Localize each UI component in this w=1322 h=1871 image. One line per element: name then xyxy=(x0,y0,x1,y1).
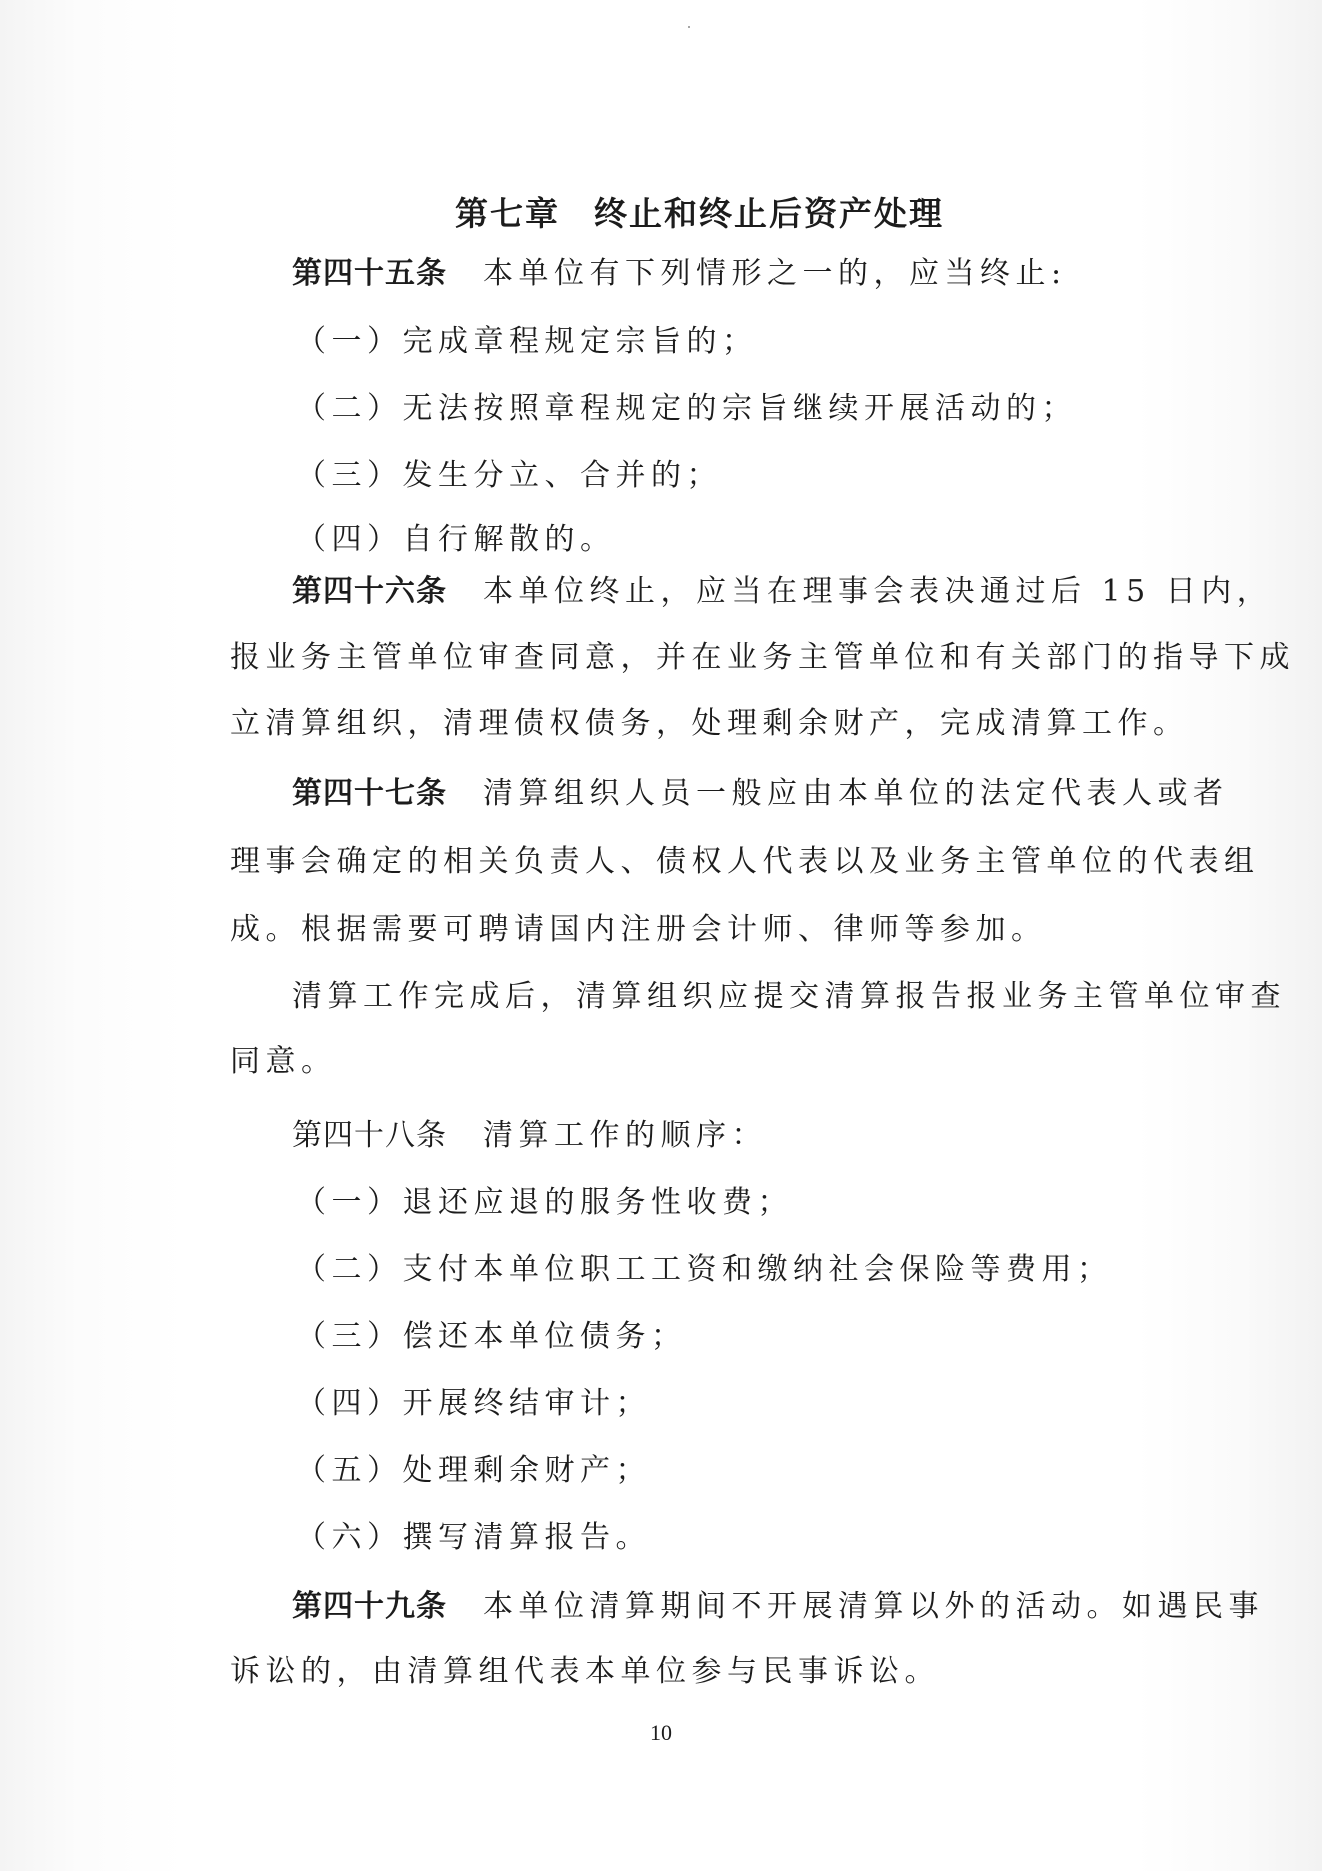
chapter-heading xyxy=(455,188,944,235)
article-47-text-1: 清算组织人员一般应由本单位的法定代表人或者 xyxy=(483,776,1229,811)
article-45-item-3: （三）发生分立、合并的； xyxy=(296,458,722,493)
scan-speck xyxy=(688,26,690,28)
article-45-item-2: （二）无法按照章程规定的宗旨继续开展活动的； xyxy=(296,391,1077,426)
article-48-text: 清算工作的顺序： xyxy=(483,1118,767,1153)
article-48-item-1: （一）退还应退的服务性收费； xyxy=(296,1185,793,1220)
article-49-label: 第四十九条 xyxy=(292,1589,447,1624)
article-48-item-5: （五）处理剩余财产； xyxy=(296,1453,651,1488)
report-paragraph-line-1: 清算工作完成后，清算组织应提交清算报告报业务主管单位审查 xyxy=(292,979,1286,1014)
article-49-line-1 xyxy=(292,1587,1264,1627)
article-47-line-3: 成。根据需要可聘请国内注册会计师、律师等参加。 xyxy=(230,912,1047,947)
article-45-line xyxy=(292,254,1067,294)
article-46-text-1: 本单位终止，应当在理事会表决通过后 15 日内， xyxy=(483,574,1273,609)
article-48-item-2: （二）支付本单位职工工资和缴纳社会保险等费用； xyxy=(296,1252,1113,1287)
article-46-line-1 xyxy=(292,572,1272,612)
chapter-number: 第七章 xyxy=(455,194,560,233)
article-45-label: 第四十五条 xyxy=(292,256,447,291)
article-48-label: 第四十八条 xyxy=(292,1118,447,1153)
article-48-line xyxy=(292,1116,767,1156)
article-47-label: 第四十七条 xyxy=(292,776,447,811)
article-45-text: 本单位有下列情形之一的，应当终止: xyxy=(483,256,1067,291)
article-48-item-4: （四）开展终结审计； xyxy=(296,1386,651,1421)
article-46-line-3: 立清算组织，清理债权债务，处理剩余财产，完成清算工作。 xyxy=(230,706,1189,741)
article-46-line-2: 报业务主管单位审查同意，并在业务主管单位和有关部门的指导下成 xyxy=(230,640,1295,675)
article-49-text-1: 本单位清算期间不开展清算以外的活动。如遇民事 xyxy=(483,1589,1264,1624)
page-number: 10 xyxy=(650,1720,672,1745)
article-48-item-3: （三）偿还本单位债务； xyxy=(296,1319,687,1354)
report-paragraph-line-2: 同意。 xyxy=(230,1044,337,1079)
article-48-item-6: （六）撰写清算报告。 xyxy=(296,1520,651,1555)
article-47-line-1 xyxy=(292,774,1229,814)
article-47-line-2: 理事会确定的相关负责人、债权人代表以及业务主管单位的代表组 xyxy=(230,844,1260,879)
article-46-label: 第四十六条 xyxy=(292,574,447,609)
article-49-line-2: 诉讼的，由清算组代表本单位参与民事诉讼。 xyxy=(230,1654,940,1689)
chapter-title: 终止和终止后资产处理 xyxy=(594,194,944,233)
article-45-item-4: （四）自行解散的。 xyxy=(296,522,616,557)
article-45-item-1: （一）完成章程规定宗旨的； xyxy=(296,324,758,359)
